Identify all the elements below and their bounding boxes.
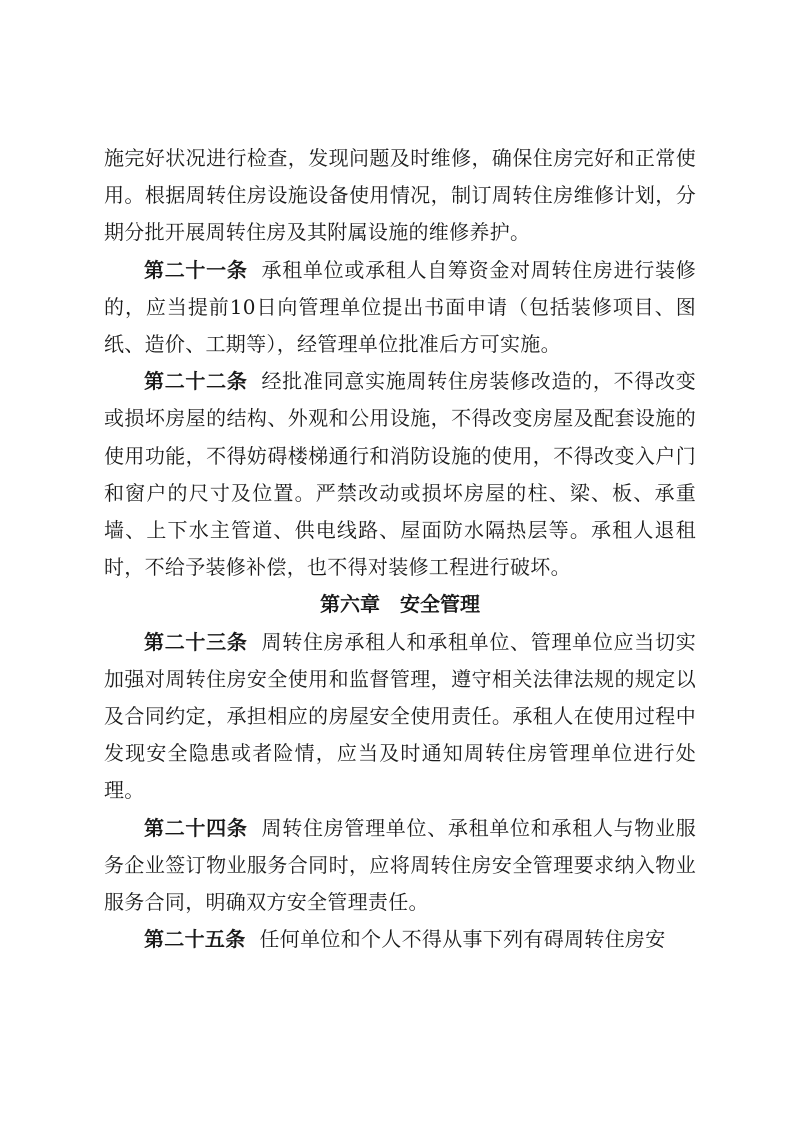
article-21 [104, 252, 696, 364]
article-number: 第二十二条 [144, 369, 248, 394]
article-text: 周转住房承租人和承租单位、管理单位应当切实加强对周转住房安全使用和监督管理，遵守相关法律法规的规定以及合同约定，承担相应的房屋安全使用责任。承租人在使用过程中发现安全隐患或者险情，应当及时通知周转住房管理单位进行处理。 [104, 629, 696, 803]
article-24 [104, 810, 696, 922]
chapter-number: 第六章 [320, 592, 380, 617]
paragraph-continued [104, 140, 696, 252]
paragraph-text: 施完好状况进行检查，发现问题及时维修，确保住房完好和正常使用。根据周转住房设施设备使用情况，制订周转住房维修计划，分期分批开展周转住房及其附属设施的维修养护。 [104, 146, 696, 245]
article-text: 经批准同意实施周转住房装修改造的，不得改变或损坏房屋的结构、外观和公用设施，不得改变房屋及配套设施的使用功能，不得妨碍楼梯通行和消防设施的使用，不得改变入户门和窗户的尺寸及位置。严禁改动或损坏房屋的柱、梁、板、承重墙、上下水主管道、供电线路、屋面防水隔热层等。承租人退租时，不给予装修补偿，也不得对装修工程进行破坏。 [104, 369, 696, 580]
article-number: 第二十四条 [144, 815, 248, 840]
article-text: 承租单位或承租人自筹资金对周转住房进行装修的，应当提前10日向管理单位提出书面申请（包括装修项目、图纸、造价、工期等），经管理单位批准后方可实施。 [104, 257, 696, 357]
article-23 [104, 624, 696, 810]
article-number: 第二十三条 [144, 629, 248, 654]
article-22 [104, 363, 696, 586]
document-body [104, 140, 696, 958]
article-number: 第二十一条 [144, 257, 248, 282]
article-25 [104, 921, 696, 958]
chapter-title: 安全管理 [400, 592, 480, 617]
article-text: 周转住房管理单位、承租单位和承租人与物业服务企业签订物业服务合同时，应将周转住房安全管理要求纳入物业服务合同，明确双方安全管理责任。 [104, 815, 696, 915]
article-text: 任何单位和个人不得从事下列有碍周转住房安 [259, 927, 666, 952]
chapter-heading [104, 586, 696, 623]
article-number: 第二十五条 [144, 927, 246, 952]
